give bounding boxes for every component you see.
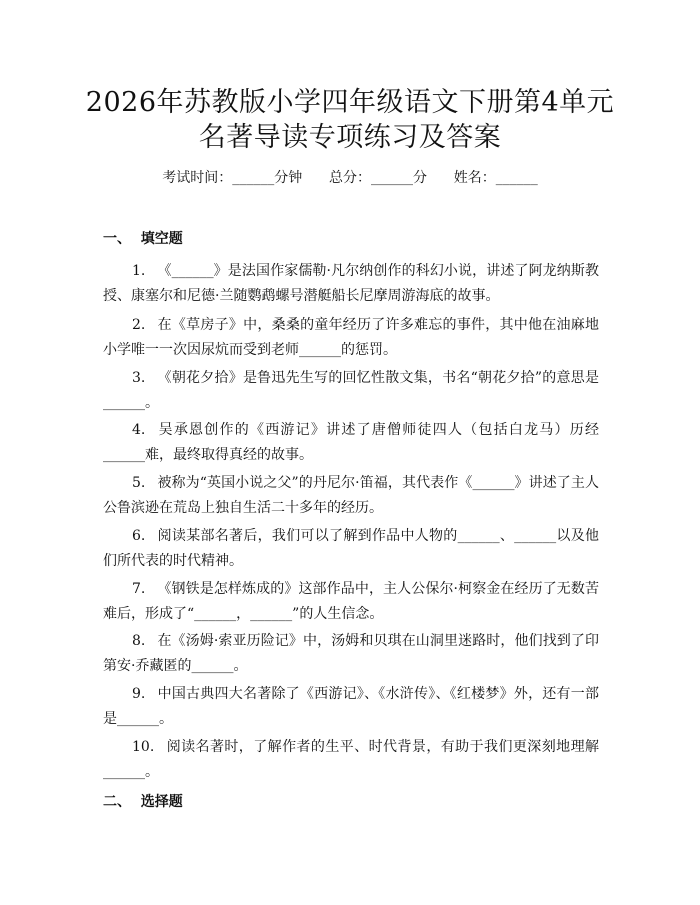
document-title-line-2: 名著导读专项练习及答案 — [198, 122, 502, 153]
question-number: 7. — [132, 581, 146, 597]
question-item — [103, 313, 599, 363]
question-number: 6. — [132, 528, 146, 544]
question-item — [103, 471, 599, 521]
question-item — [103, 735, 599, 785]
question-text: 被称为“英国小说之父”的丹尼尔·笛福，其代表作《______》讲述了主人公鲁滨逊在荒岛上独自生活二十多年的经历。 — [103, 475, 599, 516]
question-text: 中国古典四大名著除了《西游记》、《水浒传》、《红楼梦》外，还有一部是______。 — [103, 686, 599, 727]
question-text: 《______》是法国作家儒勒·凡尔纳创作的科幻小说，讲述了阿龙纳斯教授、康塞尔和尼德·兰随鹦鹉螺号潜艇船长尼摩周游海底的故事。 — [103, 263, 599, 304]
question-item — [103, 629, 599, 679]
question-text: 在《汤姆·索亚历险记》中，汤姆和贝琪在山洞里迷路时，他们找到了印第安·乔藏匿的______。 — [103, 633, 599, 674]
question-number: 2. — [132, 317, 146, 333]
question-number: 9. — [132, 686, 146, 702]
question-number: 1. — [132, 263, 146, 279]
question-item — [103, 418, 599, 468]
question-text: 阅读某部名著后，我们可以了解到作品中人物的______、______以及他们所代表的时代精神。 — [103, 528, 599, 569]
question-text: 阅读名著时，了解作者的生平、时代背景，有助于我们更深刻地理解______。 — [103, 739, 599, 780]
question-item — [103, 259, 599, 309]
question-number: 3. — [132, 370, 146, 386]
document-title-line-1: 2026年苏教版小学四年级语文下册第4单元 — [85, 87, 615, 118]
question-item — [103, 682, 599, 732]
exam-meta-line: 考试时间：______分钟 总分：______分 姓名：______ — [162, 170, 538, 186]
question-text: 《朝花夕拾》是鲁迅先生写的回忆性散文集，书名“朝花夕拾”的意思是______。 — [103, 370, 599, 411]
question-text: 吴承恩创作的《西游记》讲述了唐僧师徒四人（包括白龙马）历经______难，最终取得真经的故事。 — [103, 422, 599, 463]
question-number: 5. — [132, 475, 146, 491]
question-number: 10. — [132, 739, 155, 755]
question-item — [103, 524, 599, 574]
question-number: 8. — [132, 633, 146, 649]
section-heading-multiple-choice: 二、 选择题 — [103, 794, 183, 810]
section-heading-fill-in: 一、 填空题 — [103, 231, 183, 247]
question-text: 在《草房子》中，桑桑的童年经历了许多难忘的事件，其中他在油麻地小学唯一一次因尿炕而受到老师______的惩罚。 — [103, 317, 599, 358]
question-text: 《钢铁是怎样炼成的》这部作品中，主人公保尔·柯察金在经历了无数苦难后，形成了“______，______”的人生信念。 — [103, 581, 599, 622]
question-item — [103, 577, 599, 627]
question-item — [103, 366, 599, 416]
question-number: 4. — [132, 422, 146, 438]
